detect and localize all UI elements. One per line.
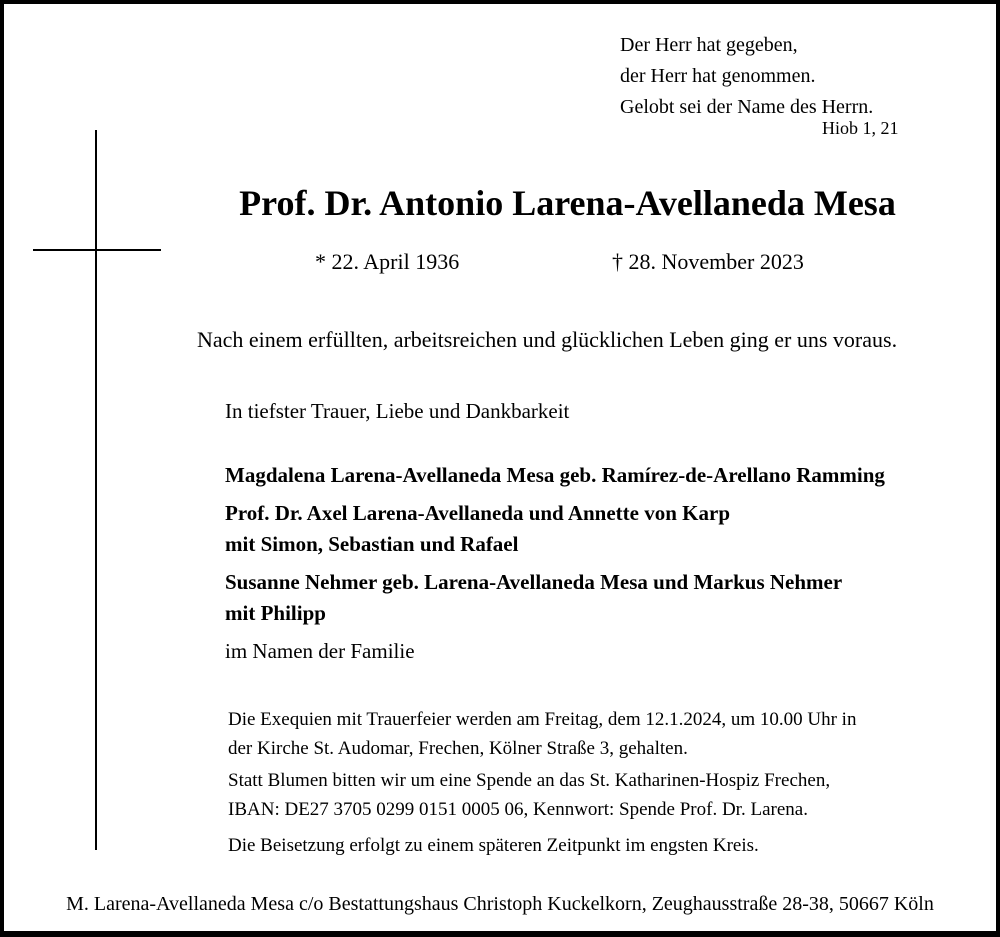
family-entry — [225, 567, 842, 629]
cross-icon-bar — [33, 249, 161, 251]
quote-line: Gelobt sei der Name des Herrn. — [620, 96, 874, 118]
notice-line: IBAN: DE27 3705 0299 0151 0005 06, Kennwort: Spende Prof. Dr. Larena. — [228, 799, 808, 820]
quote-line: Der Herr hat gegeben, — [620, 34, 798, 56]
donation-notice — [228, 766, 830, 824]
family-entry-line: Susanne Nehmer geb. Larena-Avellaneda Mesa und Markus Nehmer — [225, 570, 843, 594]
notice-line: Statt Blumen bitten wir um eine Spende an das St. Katharinen-Hospiz Frechen, — [228, 770, 831, 791]
intro-text: Nach einem erfüllten, arbeitsreichen und glücklichen Leben ging er uns voraus. — [197, 327, 898, 352]
family-entry — [225, 460, 885, 491]
quote-line: der Herr hat genommen. — [620, 65, 816, 87]
quote-source: Hiob 1, 21 — [822, 118, 899, 138]
funeral-notice — [228, 705, 856, 763]
family-entry-line: Prof. Dr. Axel Larena-Avellaneda und Annette von Karp — [225, 501, 730, 525]
bible-quote — [620, 30, 873, 123]
family-closing: im Namen der Familie — [225, 639, 415, 663]
notice-line: Die Exequien mit Trauerfeier werden am Freitag, dem 12.1.2024, um 10.00 Uhr in — [228, 709, 857, 730]
birth-date: * 22. April 1936 — [315, 249, 460, 274]
notice-line: der Kirche St. Audomar, Frechen, Kölner Straße 3, gehalten. — [228, 738, 688, 759]
cross-icon — [95, 130, 97, 850]
deceased-name: Prof. Dr. Antonio Larena-Avellaneda Mesa — [239, 183, 896, 223]
death-date: † 28. November 2023 — [612, 249, 804, 274]
footer-address: M. Larena-Avellaneda Mesa c/o Bestattungshaus Christoph Kuckelkorn, Zeughausstraße 28-38, 50667 Köln — [66, 893, 934, 915]
family-entry — [225, 498, 730, 560]
family-entry-line: Magdalena Larena-Avellaneda Mesa geb. Ramírez-de-Arellano Ramming — [225, 463, 885, 487]
family-entry-line: mit Simon, Sebastian und Rafael — [225, 532, 519, 556]
mourning-line: In tiefster Trauer, Liebe und Dankbarkeit — [225, 399, 570, 423]
burial-notice: Die Beisetzung erfolgt zu einem späteren Zeitpunkt im engsten Kreis. — [228, 835, 759, 856]
family-entry-line: mit Philipp — [225, 601, 326, 625]
